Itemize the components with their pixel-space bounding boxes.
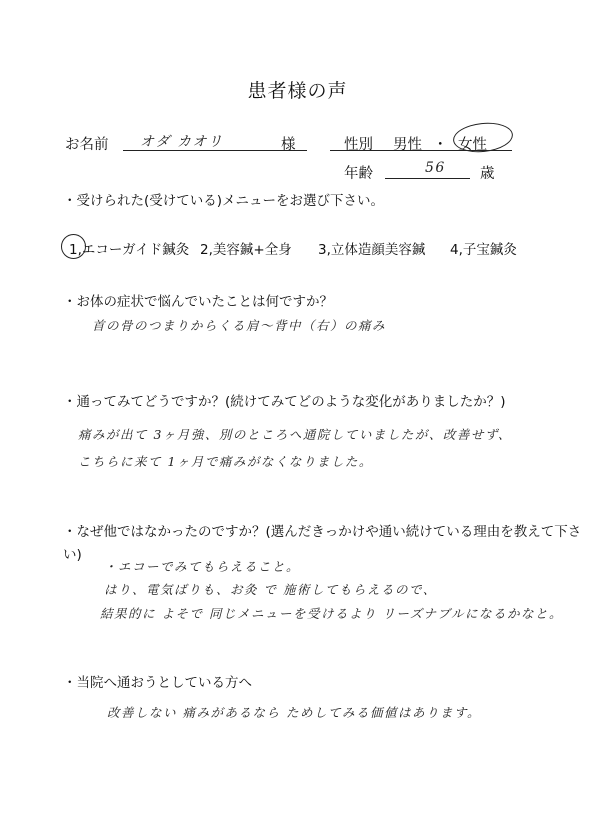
menu-option-4: 4,子宝鍼灸 [450,242,517,258]
change-question: ・通ってみてどうですか？(続けてみてどのような変化がありましたか？) [63,394,506,410]
menu-option-3: 3,立体造顔美容鍼 [318,242,426,258]
reason-answer-line-2: はり、電気ばりも、お灸 で 施術してもらえるので、 [104,582,437,597]
age-value: 56 [425,160,446,176]
reason-answer-line-1: ・エコーでみてもらえること。 [104,559,301,574]
name-value: オダ カオリ [140,134,224,150]
name-label: お名前 [65,137,109,153]
gender-female: 女性 [458,137,487,153]
gender-underline [330,150,512,151]
reason-question-line-2: い) [63,547,82,563]
gender-male: 男性 [393,137,422,153]
name-suffix: 様 [281,137,296,153]
reason-question-line-1: ・なぜ他ではなかったのですか？(選んだきっかけや通い続けている理由を教えて下さ [63,524,582,540]
change-answer-line-2: こちらに来て 1ヶ月で痛みがなくなりました。 [78,454,373,469]
menu-option-2: 2,美容鍼+全身 [200,242,292,258]
symptom-question: ・お体の症状で悩んでいたことは何ですか？ [63,294,333,310]
change-answer-line-1: 痛みが出て 3ヶ月強、別のところへ通院していましたが、改善せず、 [78,427,512,442]
name-underline [123,150,307,151]
age-underline [385,178,470,179]
message-question: ・当院へ通おうとしている方へ [63,675,252,691]
menu-question: ・受けられた(受けている)メニューをお選び下さい。 [63,193,385,209]
gender-separator: ・ [433,137,448,153]
gender-label: 性別 [344,137,373,153]
age-label: 年齢 [344,166,373,182]
menu-option-1-circle-mark [61,234,86,259]
page-title: 患者様の声 [247,80,348,102]
message-answer: 改善しない 痛みがあるなら ためしてみる価値はあります。 [107,705,481,720]
symptom-answer: 首の骨のつまりからくる肩～背中（右）の痛み [92,318,387,333]
age-suffix: 歳 [480,166,495,182]
reason-answer-line-3: 結果的に よそで 同じメニューを受けるより リーズナブルになるかなと。 [100,606,564,621]
menu-option-1: 1,エコーガイド鍼灸 [69,242,190,258]
